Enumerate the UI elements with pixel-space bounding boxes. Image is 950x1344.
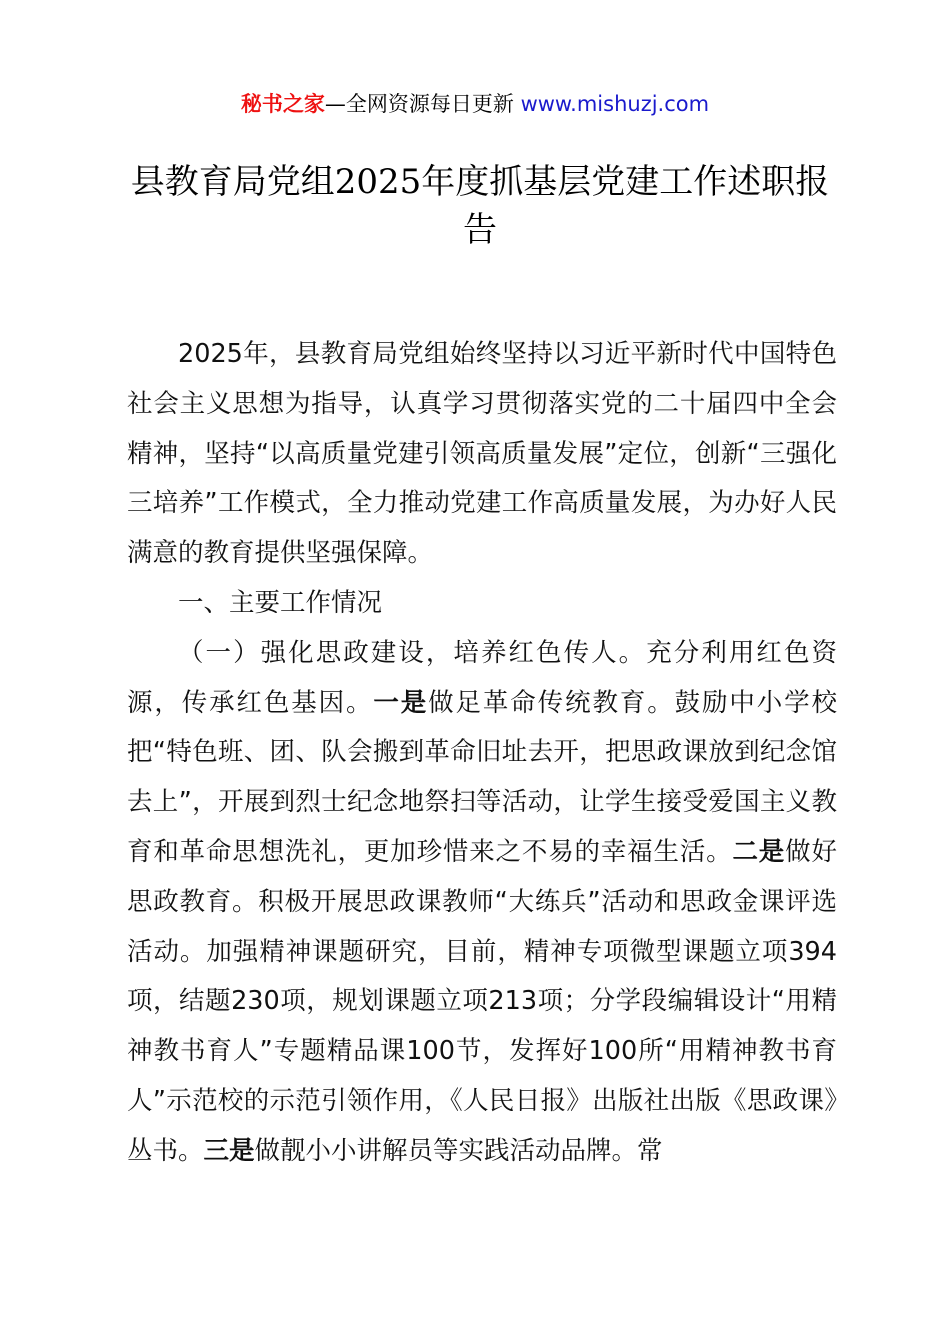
paragraph-text: 做靓小小讲解员等实践活动品牌。常: [254, 1135, 663, 1166]
document-title: 县教育局党组2025年度抓基层党建工作述职报告: [130, 162, 830, 250]
bold-marker-third: 三是: [203, 1135, 255, 1166]
bold-marker-first: 一是: [373, 687, 429, 718]
section-heading: 一、主要工作情况: [178, 587, 383, 618]
document-body: [127, 330, 837, 1177]
paragraph-text: （一）强化思政建设，培养红色传人。充分利用红色资源，传承红色基因。: [127, 637, 837, 718]
bold-marker-second: 二是: [732, 836, 786, 867]
subsection-paragraph: [127, 629, 837, 1177]
site-banner: [0, 88, 950, 120]
banner-slogan: —全网资源每日更新: [324, 92, 521, 116]
intro-paragraph: 2025年，县教育局党组始终坚持以习近平新时代中国特色社会主义思想为指导，认真学习贯彻落实党的二十届四中全会精神，坚持“以高质量党建引领高质量发展”定位，创新“三强化三培养”工作模式，全力推动党建工作高质量发展，为办好人民满意的教育提供坚强保障。: [127, 339, 837, 569]
brand-name: 秘书之家: [240, 92, 325, 116]
paragraph-text: 做好思政教育。积极开展思政课教师“大练兵”活动和思政金课评选活动。加强精神课题研究，目前，精神专项微型课题立项394项，结题230项，规划课题立项213项；分学段编辑设计“用精神教书育人”专题精品课100节，发挥好100所“用精神教书育人”示范校的示范引领作用，《人民日报》出版社出版《思政课》丛书。: [127, 836, 837, 1166]
site-url-link[interactable]: www.mishuzj.com: [520, 92, 710, 116]
paragraph-text: 做足革命传统教育。鼓励中小学校把“特色班、团、队会搬到革命旧址去开，把思政课放到纪念馆去上”，开展到烈士纪念地祭扫等活动，让学生接受爱国主义教育和革命思想洗礼，更加珍惜来之不易的幸福生活。: [127, 687, 837, 867]
